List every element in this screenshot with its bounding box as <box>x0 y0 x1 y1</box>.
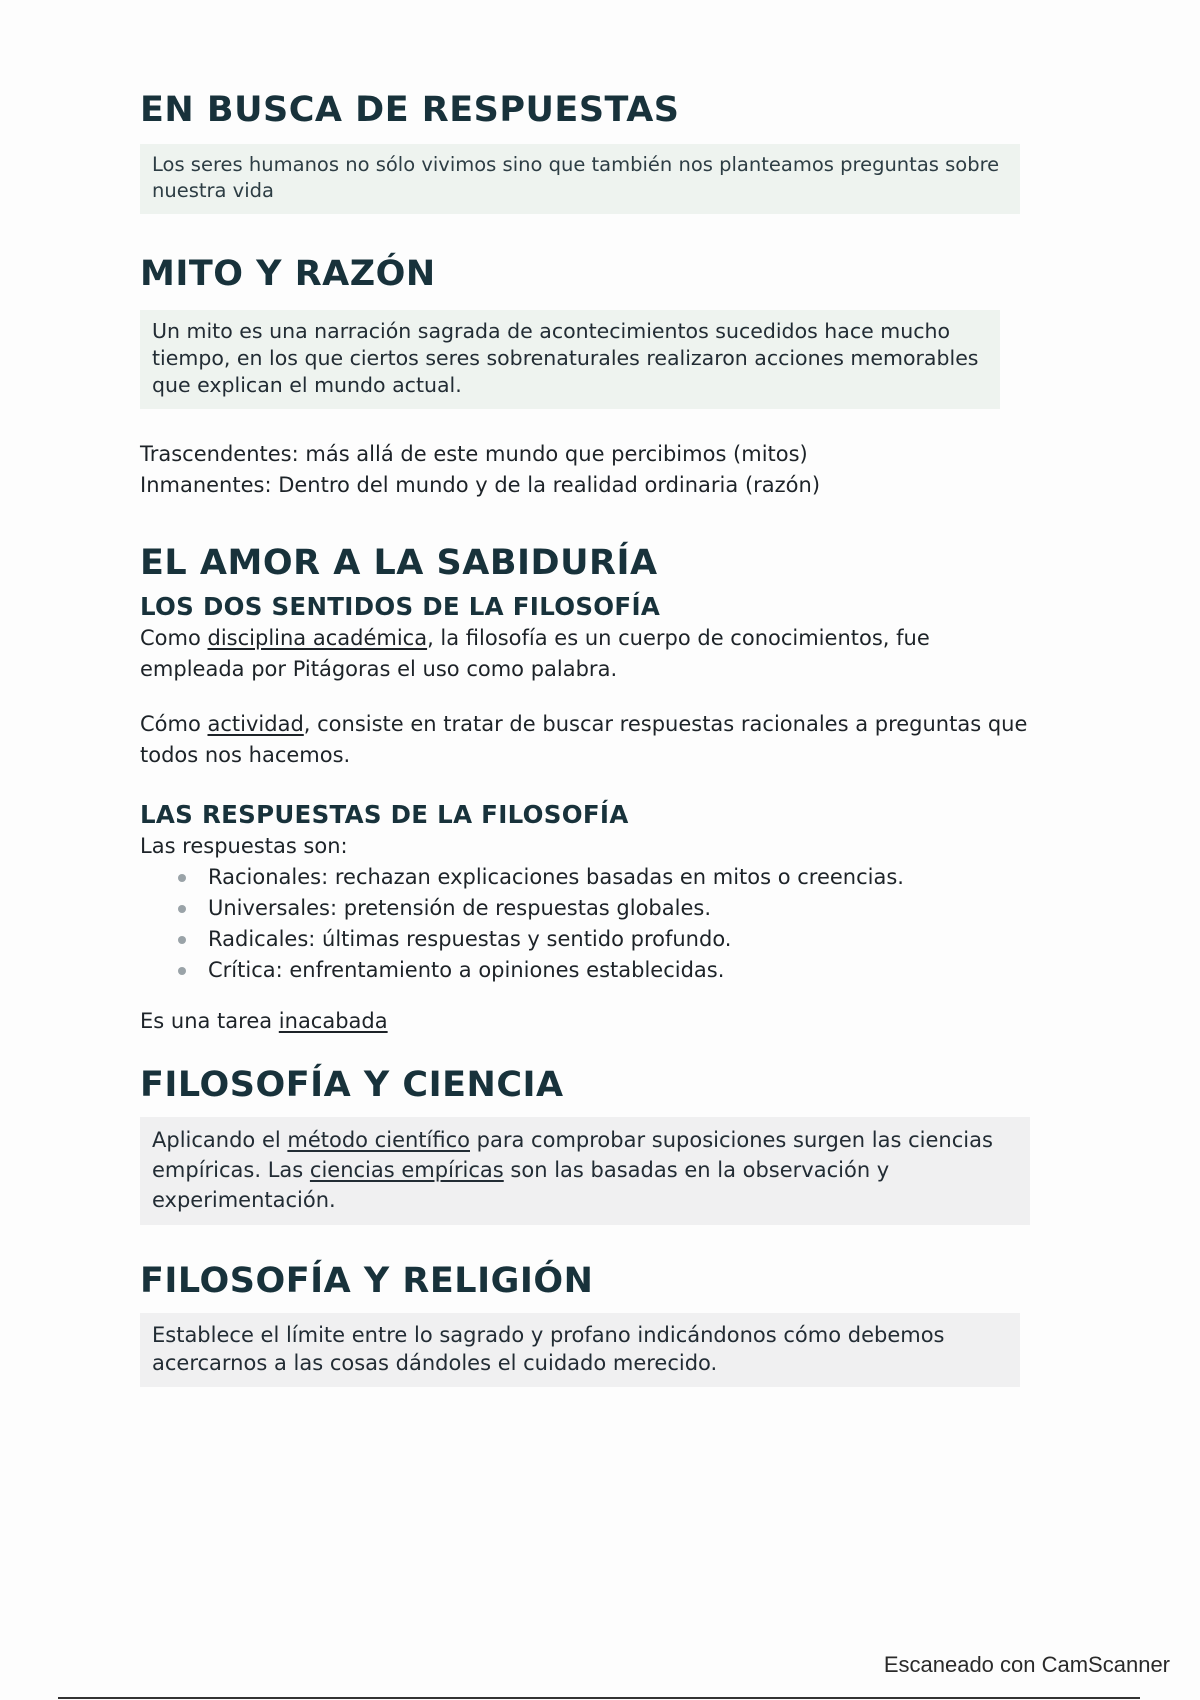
bullet-icon <box>178 967 186 975</box>
underlined-ciencias: ciencias empíricas <box>309 1158 504 1182</box>
underlined-inacabada: inacabada <box>278 1009 388 1033</box>
text: Cómo <box>140 712 208 736</box>
underlined-actividad: actividad <box>207 712 304 736</box>
callout-religion: Establece el límite entre lo sagrado y profano indicándonos cómo debemos acercarnos a las cosas dándoles el cuidado merecido. <box>140 1313 1020 1387</box>
underlined-disciplina: disciplina académica <box>207 626 428 650</box>
list-item <box>176 893 1040 924</box>
line-trascendentes: Trascendentes: más allá de este mundo que percibimos (mitos) <box>140 442 808 466</box>
paragraph-disciplina <box>140 623 1040 685</box>
list-item <box>176 862 1040 893</box>
heading-filosofia-ciencia: FILOSOFÍA Y CIENCIA <box>140 1065 564 1105</box>
list-item-text: Crítica: enfrentamiento a opiniones establecidas. <box>208 958 725 982</box>
text: , la filosofía es un cuerpo de conocimientos, fue empleada por Pitágoras el uso como palabra. <box>140 626 930 681</box>
subheading-respuestas: LAS RESPUESTAS DE LA FILOSOFÍA <box>140 800 629 829</box>
text: Aplicando el <box>152 1128 288 1152</box>
callout-mito: Un mito es una narración sagrada de acontecimientos sucedidos hace mucho tiempo, en los que ciertos seres sobrenaturales realizaron acciones memorables que explican el mundo actual. <box>140 310 1000 409</box>
text: para comprobar suposiciones surgen las ciencias empíricas. Las <box>152 1128 993 1182</box>
text: Es una tarea <box>140 1009 279 1033</box>
paragraph-actividad <box>140 709 1040 771</box>
list-item-text: Racionales: rechazan explicaciones basadas en mitos o creencias. <box>208 865 904 889</box>
heading-en-busca-de-respuestas: EN BUSCA DE RESPUESTAS <box>140 90 680 130</box>
bullet-icon <box>178 936 186 944</box>
text: Como <box>140 626 208 650</box>
line-inmanentes: Inmanentes: Dentro del mundo y de la realidad ordinaria (razón) <box>140 473 821 497</box>
list-item <box>176 924 1040 955</box>
text: , consiste en tratar de buscar respuestas racionales a preguntas que todos nos hacemos. <box>140 712 1028 767</box>
respuestas-list <box>176 862 1040 986</box>
scanner-watermark: Escaneado con CamScanner <box>883 1652 1170 1677</box>
document-page <box>140 88 1040 1387</box>
list-item-text: Universales: pretensión de respuestas globales. <box>208 896 712 920</box>
bullet-icon <box>178 874 186 882</box>
heading-amor-sabiduria: EL AMOR A LA SABIDURÍA <box>140 543 658 583</box>
trascendentes-inmanentes <box>140 439 1040 501</box>
list-item <box>176 955 1040 986</box>
callout-ciencia <box>140 1117 1030 1225</box>
underlined-metodo: método científico <box>287 1128 470 1152</box>
bullet-icon <box>178 905 186 913</box>
heading-filosofia-religion: FILOSOFÍA Y RELIGIÓN <box>140 1261 594 1301</box>
callout-respuestas: Los seres humanos no sólo vivimos sino que también nos planteamos preguntas sobre nuestra vida <box>140 144 1020 214</box>
intro-respuestas: Las respuestas son: <box>140 834 348 858</box>
paragraph-inacabada <box>140 1006 1040 1037</box>
list-item-text: Radicales: últimas respuestas y sentido profundo. <box>208 927 732 951</box>
text: son las basadas en la observación y experimentación. <box>152 1158 890 1212</box>
bottom-divider <box>58 1697 1140 1699</box>
subheading-dos-sentidos: LOS DOS SENTIDOS DE LA FILOSOFÍA <box>140 592 661 621</box>
heading-mito-y-razon: MITO Y RAZÓN <box>140 254 436 294</box>
